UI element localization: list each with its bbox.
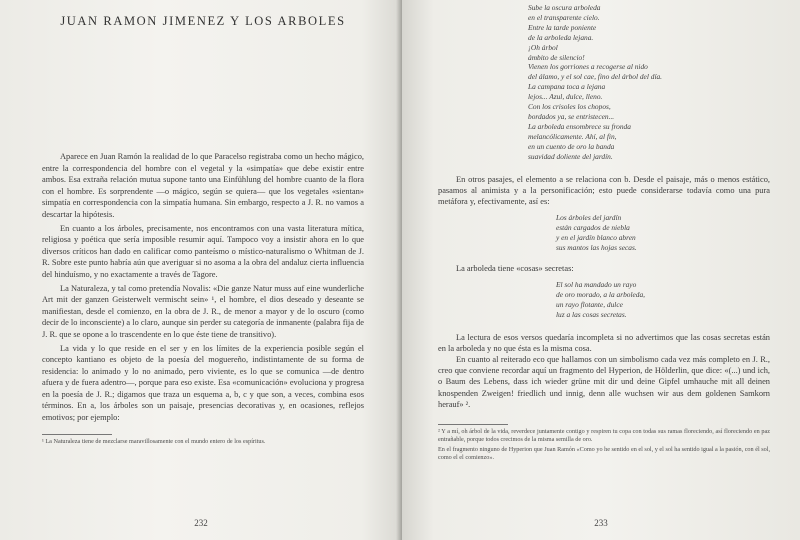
paragraph: En cuanto a los árboles, precisamente, nos encontramos con una vasta literatura mítica, religiosa y poética que sería imposible resumir aquí. Tampoco voy a insistir ahora en lo que diversos críticos han dado en calificar como panteísmo o místico-naturalismo o Whitman de J. R. Sobre este punto habría aún que averiguar si no asoma a la obra del andaluz cierta influencia del hinduísmo, y no exactamente a través de Tagore. <box>42 223 364 279</box>
footnote-divider <box>42 434 112 435</box>
paragraph: La arboleda tiene «cosas» secretas: <box>456 263 574 273</box>
verse-line: melancólicamente. Ahí, al fin, <box>528 131 617 141</box>
verse-line: del álamo, y el sol cae, fino del árbol del día. <box>528 72 663 82</box>
verse-line: están cargados de niebla <box>556 223 630 233</box>
verse-line: Con los crisoles los chopos, <box>528 102 611 112</box>
verse-line: en el transparente cielo. <box>528 12 600 22</box>
verse-line: Vienen los gorriones a recogerse al nido <box>528 62 648 72</box>
paragraph: La vida y lo que reside en el ser y en los límites de la experiencia posible según el concepto kantiano es objeto de la poesía del moguereño, indistintamente de su forma de residencia: lo animado y lo no animado, pero viviente, es lo que se comunica —de dentro afuera y de fuera adentro—, porque para eso existe. Esa «comunicación» evoluciona y progresa en la poesía de J. R.; digamos que traza un esquema a, b, c y que son, a veces, combina esos términos. En a, los árboles son un paisaje, presencias decorativas y, en ocasiones, reflejos emotivos; por ejemplo: <box>42 343 364 423</box>
paragraph: Aparece en Juan Ramón la realidad de lo que Paracelso registraba como un hecho mágico, entre la correspondencia del hombre con el vegetal y la «simpatía» que debe existir entre ambos. Esa extraña relación mutua supone tanto una Einfühlung del hombre cuanto de la flora con el hombre. Es sorprendente —o mágico, según se quiera— que los vegetales «sientan» simpatía en correspondencia con la simpatía humana. Sin embargo, respecto a J. R. no vamos a descartar la hipótesis. <box>42 152 364 219</box>
verse-line: Sube la oscura arboleda <box>528 3 601 12</box>
page-number: 233 <box>594 518 608 528</box>
paragraph: En cuanto al reiterado eco que hallamos con un simbolismo cada vez más completo en J. R., creo que conviene recordar aquí un fragmento del Hyperion, de Hölderlin, que dice: «(...) und ich, o Baum des Lebens, dass ich wieder grüne mit dir und deine Gipfel umhauche mit all deinen knospenden Zweigen! friedlich und innig, denn alle wuchsen wir aus dem goldenen Samkorn herauf» ². <box>438 354 770 409</box>
verse-line: en un cuento de oro la banda <box>528 141 615 151</box>
verse-line: Entre la tarde poniente <box>528 22 597 32</box>
paragraph: En otros pasajes, el elemento a se relaciona con b. Desde el paisaje, más o menos estático, pasamos al animista y a la personificación; esto puede considerarse todavía como una pura metáfora y, efectivamente, así es: <box>438 174 770 206</box>
verse-block <box>528 3 770 162</box>
verse-line: y en el jardín blanco abren <box>556 232 636 242</box>
verse-line: La arboleda ensombrece su fronda <box>528 121 631 131</box>
chapter-title: JUAN RAMON JIMENEZ Y LOS ARBOLES <box>60 14 346 28</box>
page-number: 232 <box>194 518 208 528</box>
right-page-body <box>438 174 770 462</box>
verse-line: sus mantos las hojas secas. <box>556 242 637 252</box>
verse-line: El sol ha mandado un rayo <box>556 279 637 289</box>
paragraph: La Naturaleza, y tal como pretendía Novalis: «Die ganze Natur muss auf eine wunderliche Art mit der ganzen Geisterwelt vermischt sein» ¹, el hombre, el dios deseado y deseante se manifiestan, desde el comienzo, en la obra de J. R., de menor a mayor y de lo oscuro (como decir de lo inconsciente) a lo claro, aunque sin perder su categoría de inmanente (palabra fija de J. R. que se opone a lo trascendente en lo que éste tiene de transitivo). <box>42 283 364 339</box>
verse-line: bordados ya, se entristecen... <box>528 111 615 121</box>
verse-line: de la arboleda lejana. <box>528 32 594 42</box>
verse-line: lejos... Azul, dulce, lleno. <box>528 92 603 102</box>
footnote: ¹ La Naturaleza tiene de mezclarse maravillosamente con el mundo entero de los espíritus. <box>42 437 266 445</box>
verse-block <box>556 280 770 320</box>
paragraph: La lectura de esos versos quedaría incompleta si no advertimos que las cosas secretas están en la arboleda y no que ésta es la misma cosa. <box>438 332 770 353</box>
verse-line: La campana toca a lejana <box>528 82 606 92</box>
left-page-body <box>42 151 364 446</box>
right-page <box>402 0 800 540</box>
footnote: ² Y a mí, oh árbol de la vida, reverdece juntamente contigo y respiren tu copa con todas sus ramas floreciendo, así floreciendo en paz entrañable, porque todos crecimos de la misma semilla de oro. <box>438 427 770 443</box>
verse-line: ¡Oh árbol <box>528 42 558 52</box>
verse-line: ámbito de silencio! <box>528 52 585 62</box>
verse-line: de oro morado, a la arboleda, <box>556 289 646 299</box>
verse-line: Los árboles del jardín <box>556 213 622 223</box>
verse-line: un rayo flotante, dulce <box>556 299 623 309</box>
footnote: En el fragmento ninguno de Hyperion que Juan Ramón «Como yo he sentido en el sol, y el sol ha sentido igual a la pasión, con él sol, como el el comienzo». <box>438 445 770 461</box>
footnote-divider <box>438 424 508 425</box>
verse-line: suavidad doliente del jardín. <box>528 151 613 161</box>
verse-block <box>556 213 770 253</box>
verse-line: luz a las cosas secretas. <box>556 309 627 319</box>
